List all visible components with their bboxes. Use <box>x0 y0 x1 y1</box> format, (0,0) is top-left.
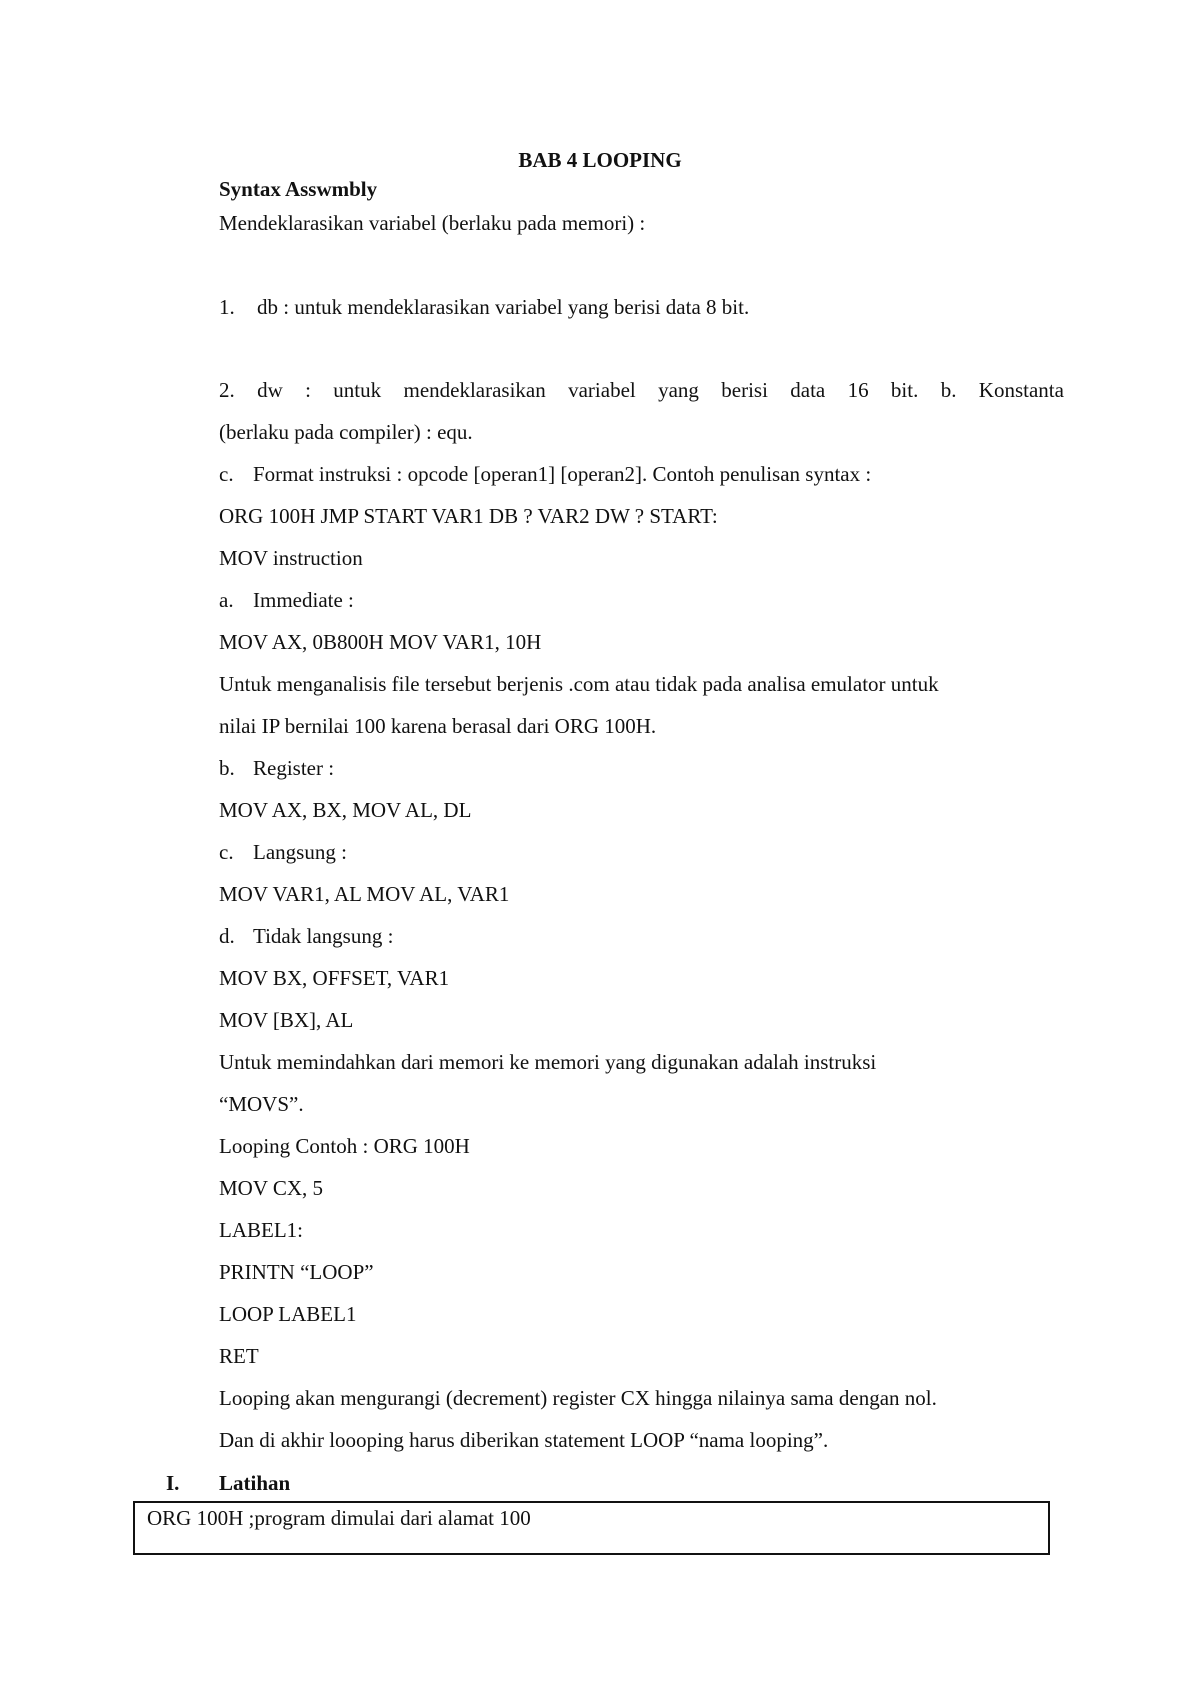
page-title: BAB 4 LOOPING <box>518 148 682 172</box>
tidak-langsung-code-2: MOV [BX], AL <box>219 1008 354 1032</box>
word: dw <box>257 378 283 402</box>
langsung-code: MOV VAR1, AL MOV AL, VAR1 <box>219 882 510 906</box>
movs-text-2: “MOVS”. <box>219 1092 304 1116</box>
list-text: Langsung : <box>253 840 347 864</box>
word: berisi <box>721 378 768 402</box>
register-item <box>219 755 334 781</box>
movs-text-1: Untuk memindahkan dari memori ke memori yang digunakan adalah instruksi <box>219 1050 877 1074</box>
word: b. <box>940 378 957 402</box>
word: 16 <box>847 378 869 402</box>
code-example: ORG 100H JMP START VAR1 DB ? VAR2 DW ? START: <box>219 504 718 528</box>
format-instruction <box>219 461 871 487</box>
word: : <box>305 378 311 402</box>
loop-description-1: Looping akan mengurangi (decrement) register CX hingga nilainya sama dengan nol. <box>219 1386 937 1410</box>
list-text: Format instruksi : opcode [operan1] [operan2]. Contoh penulisan syntax : <box>253 462 872 486</box>
list-letter: c. <box>219 462 234 486</box>
word: mendeklarasikan <box>403 378 546 402</box>
code-box <box>133 1501 1050 1555</box>
list-text: db : untuk mendeklarasikan variabel yang berisi data 8 bit. <box>257 295 750 319</box>
list-text: Register : <box>253 756 335 780</box>
word: data <box>790 378 826 402</box>
analysis-text-1: Untuk menganalisis file tersebut berjenis .com atau tidak pada analisa emulator untuk <box>219 672 939 696</box>
list-number: 2. <box>219 378 235 402</box>
list-item-1 <box>219 294 749 320</box>
list-letter: d. <box>219 924 235 948</box>
list-letter: b. <box>219 756 235 780</box>
analysis-text-2: nilai IP bernilai 100 karena berasal dari ORG 100H. <box>219 714 657 738</box>
list-text: Tidak langsung : <box>253 924 394 948</box>
loop-code-line: MOV CX, 5 <box>219 1176 324 1200</box>
langsung-item <box>219 839 347 865</box>
register-code: MOV AX, BX, MOV AL, DL <box>219 798 472 822</box>
list-number: 1. <box>219 295 235 319</box>
code-box-text: ORG 100H ;program dimulai dari alamat 100 <box>147 1506 531 1530</box>
immediate-code: MOV AX, 0B800H MOV VAR1, 10H <box>219 630 542 654</box>
subtitle: Syntax Asswmbly <box>219 177 378 201</box>
list-item-2-continued: (berlaku pada compiler) : equ. <box>219 420 473 444</box>
loop-code-line: RET <box>219 1344 259 1368</box>
word: yang <box>658 378 699 402</box>
word: Konstanta <box>978 378 1064 402</box>
tidak-langsung-code-1: MOV BX, OFFSET, VAR1 <box>219 966 450 990</box>
loop-description-2: Dan di akhir loooping harus diberikan statement LOOP “nama looping”. <box>219 1428 829 1452</box>
mov-heading: MOV instruction <box>219 546 363 570</box>
word: variabel <box>568 378 636 402</box>
section-number: I. <box>166 1471 180 1495</box>
list-item-2 <box>219 377 1064 403</box>
list-letter: c. <box>219 840 234 864</box>
intro-text: Mendeklarasikan variabel (berlaku pada memori) : <box>219 211 646 235</box>
list-letter: a. <box>219 588 234 612</box>
loop-example-heading: Looping Contoh : ORG 100H <box>219 1134 470 1158</box>
immediate-item <box>219 587 354 613</box>
loop-code-line: PRINTN “LOOP” <box>219 1260 374 1284</box>
section-title: Latihan <box>219 1471 291 1495</box>
word: bit. <box>890 378 919 402</box>
loop-code-line: LOOP LABEL1 <box>219 1302 357 1326</box>
tidak-langsung-item <box>219 923 393 949</box>
loop-code-line: LABEL1: <box>219 1218 303 1242</box>
list-text: Immediate : <box>253 588 354 612</box>
word: untuk <box>333 378 382 402</box>
